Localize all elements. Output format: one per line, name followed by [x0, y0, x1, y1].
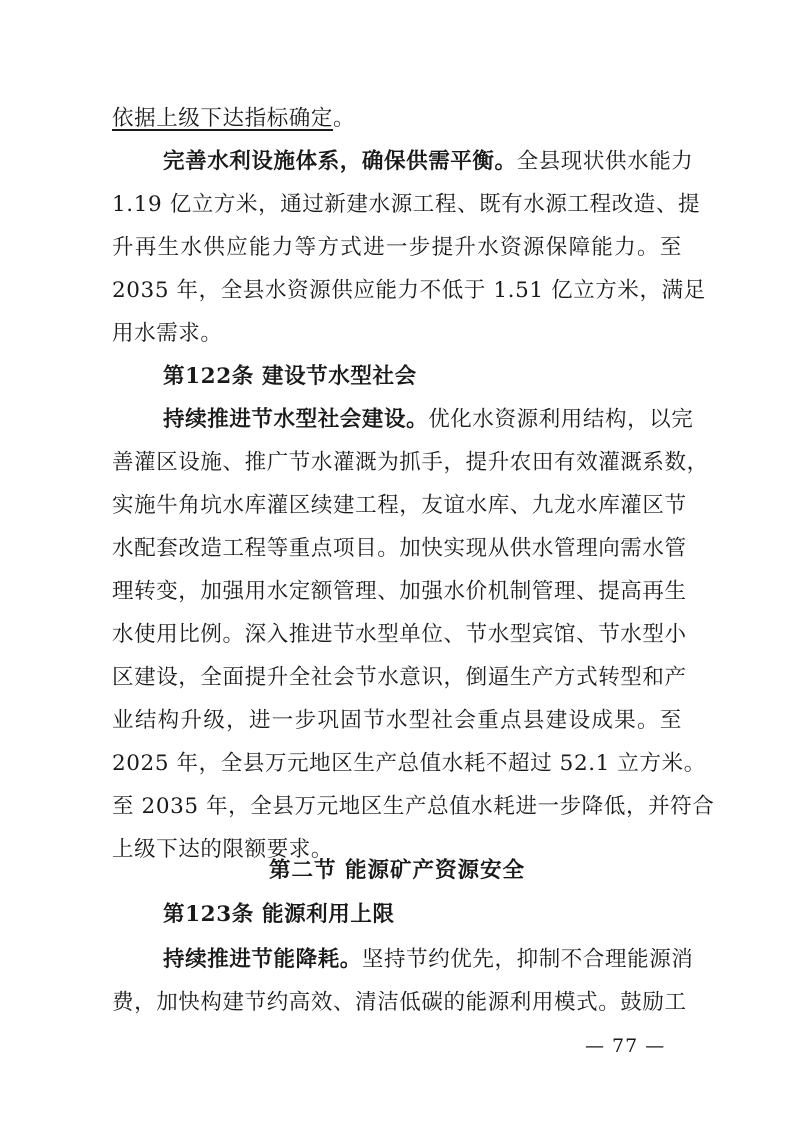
paragraph-line: 实施牛角坑水库灌区续建工程，友谊水库、九龙水库灌区节 [112, 493, 687, 518]
paragraph-line: 水配套改造工程等重点项目。加快实现从供水管理向需水管 [112, 536, 687, 561]
paragraph-text: 坚持节约优先，抑制不合理能源消 [361, 947, 694, 972]
paragraph-lead: 持续推进节能降耗。 [163, 947, 362, 972]
page-number: — 77 — [585, 1035, 666, 1057]
paragraph-text: 全县现状供水能力 [516, 149, 694, 174]
paragraph-line: 至 2035 年，全县万元地区生产总值水耗进一步降低，并符合 [112, 794, 715, 819]
paragraph-line: 上级下达的限额要求。 [112, 837, 334, 862]
article-heading: 第122条 建设节水型社会 [163, 364, 417, 389]
paragraph-line: 升再生水供应能力等方式进一步提升水资源保障能力。至 [112, 235, 682, 260]
paragraph-line: 费，加快构建节约高效、清洁低碳的能源利用模式。鼓励工 [112, 990, 687, 1015]
paragraph-lead: 持续推进节水型社会建设。 [163, 407, 429, 432]
section-heading: 第二节 能源矿产资源安全 [269, 858, 525, 883]
paragraph-line [163, 945, 694, 975]
paragraph-line: 水使用比例。深入推进节水型单位、节水型宾馆、节水型小 [112, 622, 687, 647]
paragraph-line: 2035 年，全县水资源供应能力不低于 1.51 亿立方米，满足 [112, 278, 706, 303]
paragraph-line: 业结构升级，进一步巩固节水型社会重点县建设成果。至 [112, 708, 682, 733]
underlined-text: 依据上级下达指标确定 [112, 106, 334, 131]
paragraph-line [163, 147, 694, 177]
paragraph-line: 用水需求。 [112, 321, 223, 346]
paragraph-line: 区建设，全面提升全社会节水意识，倒逼生产方式转型和产 [112, 665, 687, 690]
paragraph-line: 善灌区设施、推广节水灌溉为抓手，提升农田有效灌溉系数， [112, 450, 709, 475]
paragraph-text: 优化水资源利用结构，以完 [428, 407, 694, 432]
paragraph-line: 2025 年，全县万元地区生产总值水耗不超过 52.1 立方米。 [112, 751, 706, 776]
paragraph-line: 理转变，加强用水定额管理、加强水价机制管理、提高再生 [112, 579, 687, 604]
paragraph-lead: 完善水利设施体系，确保供需平衡。 [163, 149, 517, 174]
punctuation: 。 [333, 106, 356, 131]
paragraph-continuation-line [112, 104, 682, 134]
paragraph-line: 1.19 亿立方米，通过新建水源工程、既有水源工程改造、提 [112, 192, 701, 217]
article-heading: 第123条 能源利用上限 [163, 902, 395, 927]
paragraph-line [163, 405, 694, 435]
